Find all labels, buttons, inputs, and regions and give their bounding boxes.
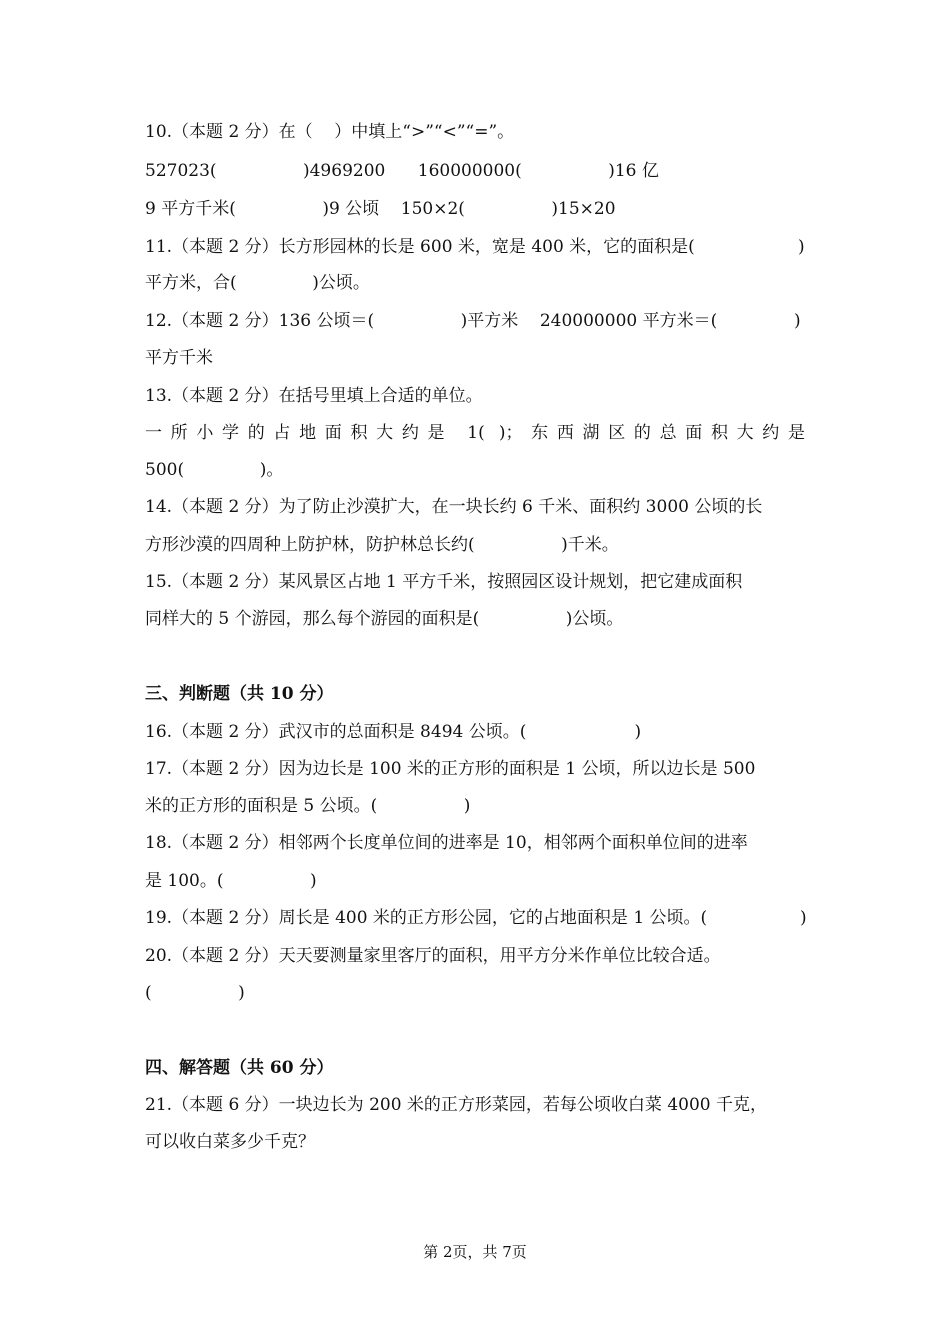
section-3-heading: 三、判断题（共 10 分） (145, 684, 334, 704)
q13-line1: 一所小学的占地面积大约是 1( )；东西湖区的总面积大约是 (145, 423, 805, 443)
q18-line2: 是 100。( ) (145, 871, 317, 891)
q17-line2: 米的正方形的面积是 5 公顷。( ) (145, 796, 471, 816)
q21-line2: 可以收白菜多少千克？ (145, 1132, 315, 1152)
q19-line1-close: ) (800, 908, 807, 928)
q11-line2: 平方米，合( )公顷。 (145, 273, 370, 293)
q21-line1: 21.（本题 6 分）一块边长为 200 米的正方形菜园，若每公顷收白菜 4000 千克， (145, 1095, 767, 1115)
q10-stem: 10.（本题 2 分）在（ ）中填上“>”“<”“=”。 (145, 122, 515, 142)
q12-line2: 平方千米 (145, 348, 213, 368)
q11-line1: 11.（本题 2 分）长方形园林的长是 600 米，宽是 400 米，它的面积是( (145, 237, 695, 257)
q16-line1: 16.（本题 2 分）武汉市的总面积是 8494 公顷。( ) (145, 722, 642, 742)
q15-line1: 15.（本题 2 分）某风景区占地 1 平方千米，按照园区设计规划，把它建成面积 (145, 572, 743, 592)
q19-line1: 19.（本题 2 分）周长是 400 米的正方形公园，它的占地面积是 1 公顷。( (145, 908, 708, 928)
q13-line2: 500( )。 (145, 460, 284, 480)
q10-row2: 9 平方千米( )9 公顷 150×2( )15×20 (145, 199, 616, 219)
q10-row1: 527023( )4969200 160000000( )16 亿 (145, 161, 659, 181)
q20-line1: 20.（本题 2 分）天天要测量家里客厅的面积，用平方分米作单位比较合适。 (145, 946, 721, 966)
q12-line1: 12.（本题 2 分）136 公顷＝( )平方米 240000000 平方米＝( (145, 311, 718, 331)
q15-line2: 同样大的 5 个游园，那么每个游园的面积是( )公顷。 (145, 609, 624, 629)
section-4-heading: 四、解答题（共 60 分） (145, 1058, 334, 1078)
q20-line2: ( ) (145, 983, 245, 1003)
q18-line1: 18.（本题 2 分）相邻两个长度单位间的进率是 10，相邻两个面积单位间的进率 (145, 833, 748, 853)
q13-stem: 13.（本题 2 分）在括号里填上合适的单位。 (145, 386, 483, 406)
q14-line2: 方形沙漠的四周种上防护林，防护林总长约( )千米。 (145, 535, 619, 555)
page-footer: 第 2页，共 7页 (423, 1243, 527, 1261)
q11-line1-close: ) (798, 237, 805, 257)
q12-line1-close: ) (794, 311, 801, 331)
q17-line1: 17.（本题 2 分）因为边长是 100 米的正方形的面积是 1 公顷，所以边长是 500 (145, 759, 756, 779)
q14-line1: 14.（本题 2 分）为了防止沙漠扩大，在一块长约 6 千米、面积约 3000 公顷的长 (145, 497, 763, 517)
